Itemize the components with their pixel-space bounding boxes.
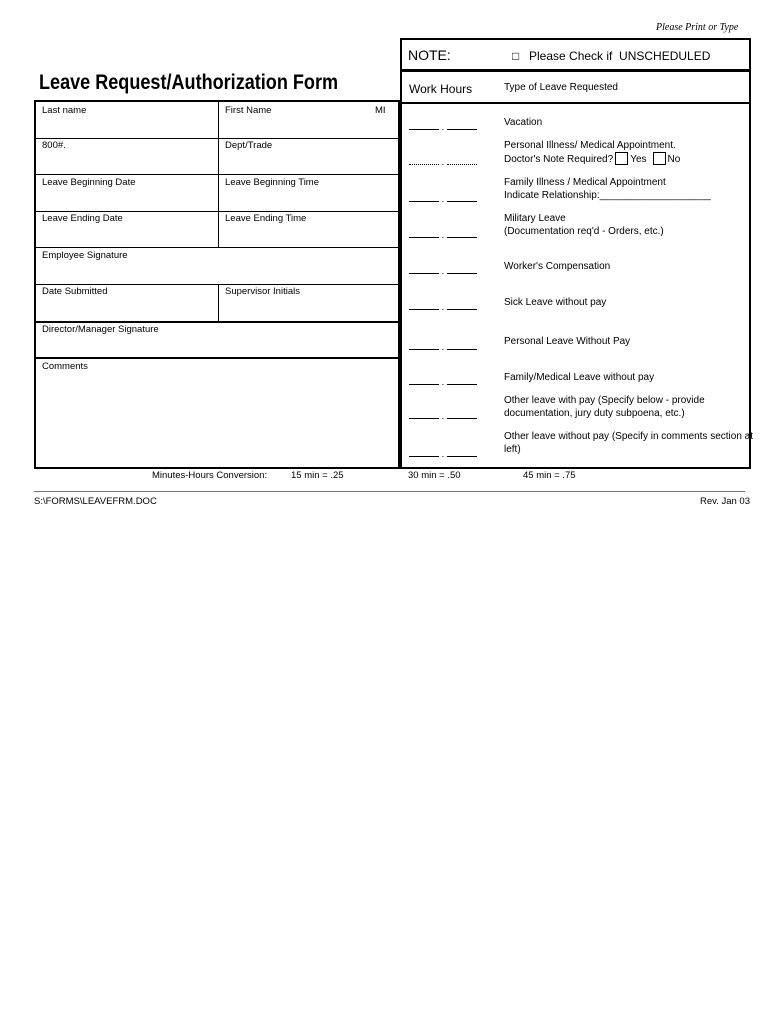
hours-blank-other-with-pay[interactable]: . (409, 409, 477, 422)
leave-end-date-field[interactable]: Leave Ending Date (42, 213, 123, 224)
leave-other-with-pay: Other leave with pay (Specify below - provide documentation, jury duty subpoena, etc.) (504, 395, 705, 419)
id-800-field[interactable]: 800#. (42, 140, 66, 151)
leave-workers-comp: Worker's Compensation (504, 261, 611, 272)
hours-blank-personal-illness[interactable]: . (409, 155, 477, 168)
note-label: NOTE: (408, 47, 451, 63)
hours-blank-family-medical[interactable]: . (409, 375, 477, 388)
hours-blank-military[interactable]: . (409, 228, 477, 241)
employee-signature-field[interactable]: Employee Signature (42, 250, 128, 261)
supervisor-initials-field[interactable]: Supervisor Initials (225, 286, 300, 297)
unscheduled-label: Please Check if UNSCHEDULED (529, 49, 711, 63)
form-title: Leave Request/Authorization Form (39, 71, 339, 94)
leave-personal-without-pay: Personal Leave Without Pay (504, 336, 631, 347)
unscheduled-checkbox[interactable]: □ (512, 49, 520, 63)
conversion-30: 30 min = .50 (408, 470, 461, 481)
doctor-note-yes-checkbox[interactable] (615, 152, 628, 165)
leave-sick-without-pay: Sick Leave without pay (504, 297, 607, 308)
dept-trade-field[interactable]: Dept/Trade (225, 140, 273, 151)
leave-military: Military Leave (Documentation req'd - Orders, etc.) (504, 213, 664, 237)
last-name-field[interactable]: Last name (42, 105, 87, 116)
leave-other-without-pay: Other leave without pay (Specify in comments section at left) (504, 431, 754, 455)
hours-blank-vacation[interactable]: . (409, 120, 477, 133)
date-submitted-field[interactable]: Date Submitted (42, 286, 108, 297)
footer-divider (34, 491, 745, 492)
mi-field[interactable]: MI (375, 105, 386, 116)
hours-blank-workers-comp[interactable]: . (409, 264, 477, 277)
comments-field[interactable]: Comments (42, 361, 88, 372)
conversion-label: Minutes-Hours Conversion: (152, 470, 268, 481)
leave-begin-date-field[interactable]: Leave Beginning Date (42, 177, 136, 188)
leave-begin-time-field[interactable]: Leave Beginning Time (225, 177, 320, 188)
director-signature-field[interactable]: Director/Manager Signature (42, 324, 159, 335)
hours-blank-other-without-pay[interactable]: . (409, 447, 477, 460)
print-note: Please Print or Type (656, 22, 739, 33)
conversion-45: 45 min = .75 (523, 470, 576, 481)
leave-vacation: Vacation (504, 117, 543, 128)
leave-personal-illness: Personal Illness/ Medical Appointment. Doctor's Note Required? Yes No (504, 140, 681, 165)
leave-family-illness: Family Illness / Medical Appointment Indicate Relationship:____________________ (504, 177, 711, 201)
type-of-leave-label: Type of Leave Requested (504, 82, 618, 93)
hours-blank-family-illness[interactable]: . (409, 192, 477, 205)
conversion-15: 15 min = .25 (291, 470, 344, 481)
revision-label: Rev. Jan 03 (700, 496, 750, 507)
hours-blank-sick[interactable]: . (409, 300, 477, 313)
hours-blank-personal[interactable]: . (409, 340, 477, 353)
leave-end-time-field[interactable]: Leave Ending Time (225, 213, 307, 224)
file-path: S:\FORMS\LEAVEFRM.DOC (34, 496, 157, 507)
leave-family-medical-without-pay: Family/Medical Leave without pay (504, 372, 655, 383)
doctor-note-no-checkbox[interactable] (653, 152, 666, 165)
first-name-field[interactable]: First Name (225, 105, 272, 116)
work-hours-label: Work Hours (409, 82, 473, 96)
